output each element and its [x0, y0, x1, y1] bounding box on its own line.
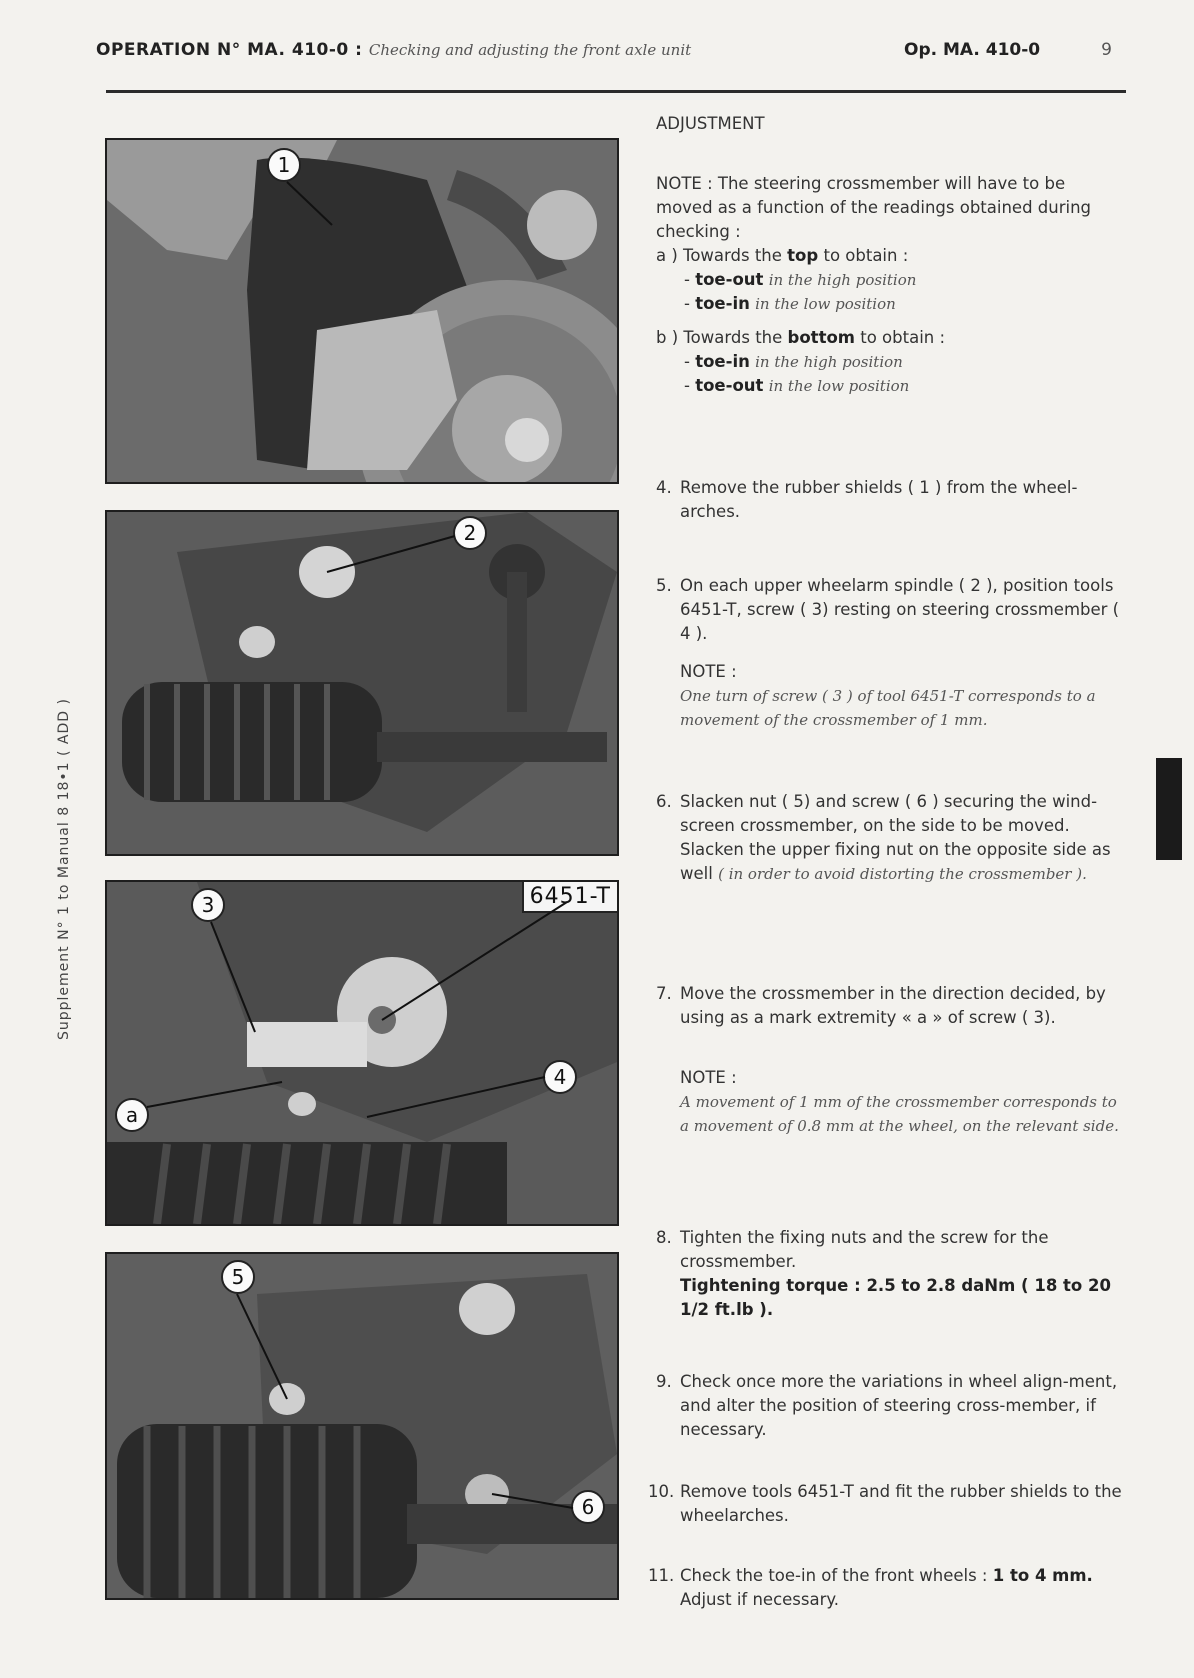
step-6: 6. Slacken nut ( 5) and screw ( 6 ) securing the wind-screen crossmember, on the side to be moved. Slacken the upper fixing nut on the opposite side as well ( in order to avoid distorting the crossmember ).: [656, 792, 1111, 883]
step-7-note-label: NOTE :: [680, 1068, 737, 1087]
tightening-torque: Tightening torque : 2.5 to 2.8 daNm ( 18 to 20 1/2 ft.lb ).: [680, 1276, 1111, 1319]
section-marker: [1156, 758, 1182, 860]
callout-5: 5: [221, 1260, 255, 1294]
callout-2: 2: [453, 516, 487, 550]
step-9: 9. Check once more the variations in wheel align-ment, and alter the position of steering cross-member, if necessary.: [656, 1372, 1118, 1439]
photo-tool-6451t: [105, 880, 619, 1226]
step-7-note-text: A movement of 1 mm of the crossmember corresponds to a movement of 0.8 mm at the wheel, on the relevant side.: [680, 1093, 1119, 1135]
callout-a: a: [115, 1098, 149, 1132]
option-a-item: - toe-out in the high position: [684, 270, 917, 289]
adjustment-note-intro: NOTE : The steering crossmember will have to be moved as a function of the readings obtained during checking :: [656, 174, 1092, 241]
step-7: 7. Move the crossmember in the direction decided, by using as a mark extremity « a » of screw ( 3). NOTE : A movement of 1 mm of the crossmember corresponds to a movement of 0.8 mm at the wheel, on the relevant side.: [656, 982, 1126, 1138]
page-header: [96, 38, 1136, 68]
callout-6: 6: [571, 1490, 605, 1524]
tool-tag: 6451-T: [522, 882, 617, 913]
operation-title: OPERATION N° MA. 410-0 : Checking and adjusting the front axle unit: [96, 40, 692, 60]
step-5-note-text: One turn of screw ( 3 ) of tool 6451-T corresponds to a movement of the crossmember of 1 mm.: [680, 687, 1096, 729]
adjustment-heading: ADJUSTMENT: [656, 114, 765, 133]
callout-4: 4: [543, 1060, 577, 1094]
page-number: 9: [1101, 40, 1112, 60]
operation-code: Op. MA. 410-0: [904, 40, 1041, 60]
callout-3: 3: [191, 888, 225, 922]
photo-wheel-arch: [105, 138, 619, 484]
operation-subtitle: Checking and adjusting the front axle unit: [368, 41, 692, 59]
option-a-item: - toe-in in the low position: [684, 294, 896, 313]
step-4: 4. Remove the rubber shields ( 1 ) from the wheel-arches.: [656, 478, 1078, 521]
leader-lines: [107, 140, 617, 482]
option-b-item: - toe-in in the high position: [684, 352, 903, 371]
header-rule: [106, 90, 1126, 93]
option-b: b ) Towards the bottom to obtain :: [656, 328, 946, 347]
leader-lines: [107, 1254, 617, 1598]
photo-windscreen-crossmember: [105, 1252, 619, 1600]
side-label: Supplement N° 1 to Manual 8 18•1 ( ADD ): [56, 698, 72, 1040]
step-5: 5. On each upper wheelarm spindle ( 2 ), position tools 6451-T, screw ( 3) resting on steering crossmember ( 4 ). NOTE : One turn of screw ( 3 ) of tool 6451-T corresponds to a movement of the crossmember of 1 mm.: [656, 574, 1126, 732]
option-a: a ) Towards the top to obtain :: [656, 246, 909, 265]
option-b-item: - toe-out in the low position: [684, 376, 910, 395]
step-10: 10. Remove tools 6451-T and fit the rubber shields to the wheelarches.: [648, 1482, 1122, 1525]
step-5-note-label: NOTE :: [680, 662, 737, 681]
leader-lines: [107, 512, 617, 854]
adjustment-note: [656, 172, 1126, 398]
photo-upper-wheelarm: [105, 510, 619, 856]
step-8: 8. Tighten the fixing nuts and the screw for the crossmember. Tightening torque : 2.5 to 2.8 daNm ( 18 to 20 1/2 ft.lb ).: [656, 1226, 1126, 1322]
callout-1: 1: [267, 148, 301, 182]
leader-lines: [107, 882, 617, 1224]
step-11: 11. Check the toe-in of the front wheels : 1 to 4 mm. Adjust if necessary.: [648, 1566, 1093, 1609]
